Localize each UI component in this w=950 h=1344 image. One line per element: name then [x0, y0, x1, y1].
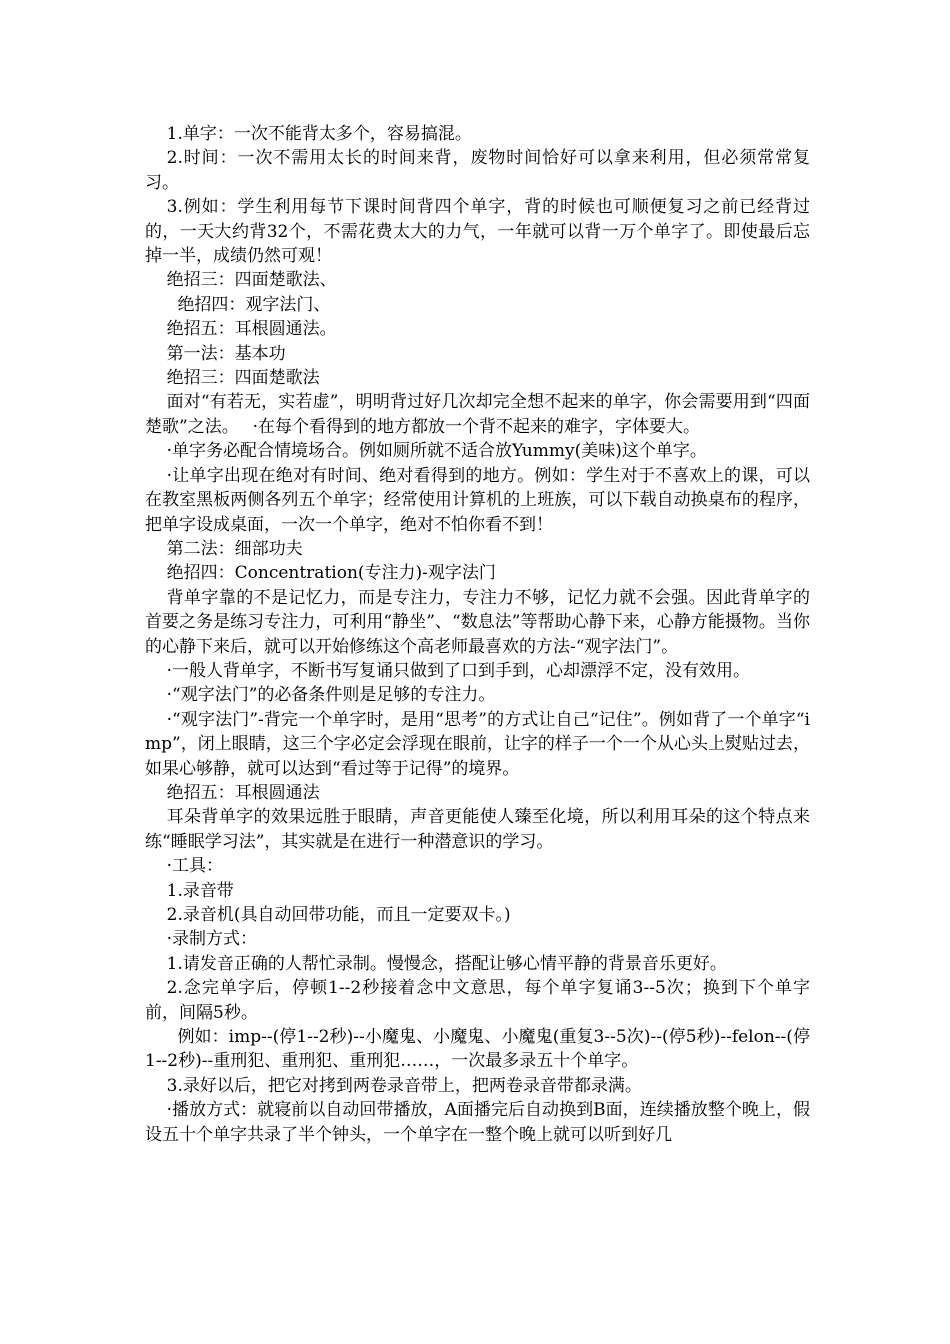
- paragraph: ·一般人背单字，不断书写复诵只做到了口到手到，心却漂浮不定，没有效用。: [166, 660, 751, 681]
- paragraph: 绝招三：四面楚歌法: [166, 368, 320, 389]
- paragraph: 1.单字：一次不能背太多个，容易搞混。: [166, 124, 472, 144]
- paragraph: 1.录音带: [166, 880, 234, 901]
- paragraph: 绝招四：Concentration(专注力)-观字法门: [166, 563, 496, 584]
- paragraph: 第二法：细部功夫: [166, 538, 303, 559]
- paragraph: 绝招三：四面楚歌法、: [166, 270, 337, 291]
- paragraph: 2.时间：一次不需用太长的时间来背，废物时间恰好可以拿来利用，但必须常常复习。: [145, 148, 810, 193]
- paragraph: 例如：imp--(停1--2秒)--小魔鬼、小魔鬼、小魔鬼(重复3--5次)--(停5秒)--felon--(停1--2秒)--重刑犯、重刑犯、重刑犯……，一次最多录五十个单字。: [145, 1027, 810, 1072]
- paragraph: 背单字靠的不是记忆力，而是专注力，专注力不够，记忆力就不会强。因此背单字的首要之务是练习专注力，可利用“静坐”、“数息法”等帮助心静下来，心静方能摄物。当你的心静下来后，就可以开始修练这个高老师最喜欢的方法-“观字法门”。: [145, 587, 810, 657]
- paragraph: ·录制方式：: [166, 929, 258, 950]
- document-body: [145, 122, 810, 1147]
- paragraph: 第一法：基本功: [166, 343, 286, 364]
- paragraph: ·“观字法门”-背完一个单字时，是用“思考”的方式让自己“记住”。例如背了一个单字“imp”，闭上眼睛，这三个字必定会浮现在眼前，让字的样子一个一个从心头上熨贴过去，如果心够静，就可以达到“看过等于记得”的境界。: [145, 709, 810, 779]
- paragraph: 绝招五：耳根圆通法。: [166, 319, 337, 340]
- paragraph: ·让单字出现在绝对有时间、绝对看得到的地方。例如：学生对于不喜欢上的课，可以在教室黑板两侧各列五个单字；经常使用计算机的上班族，可以下载自动换桌布的程序，把单字设成桌面，一次一个单字，绝对不怕你看不到！: [145, 465, 810, 535]
- paragraph: 1.请发音正确的人帮忙录制。慢慢念，搭配让够心情平静的背景音乐更好。: [166, 953, 727, 974]
- paragraph: ·工具：: [166, 856, 224, 877]
- paragraph: 3.例如：学生利用每节下课时间背四个单字，背的时候也可顺便复习之前已经背过的，一天大约背32个，不需花费太大的力气，一年就可以背一万个单字了。即使最后忘掉一半，成绩仍然可观！: [145, 197, 810, 267]
- paragraph: ·单字务必配合情境场合。例如厕所就不适合放Yummy(美味)这个单字。: [166, 441, 707, 462]
- paragraph: 2.录音机(具自动回带功能，而且一定要双卡。): [166, 905, 511, 925]
- paragraph: 2.念完单字后，停顿1--2秒接着念中文意思，每个单字复诵3--5次；换到下个单字前，间隔5秒。: [145, 978, 810, 1023]
- paragraph: 面对“有若无，实若虚”，明明背过好几次却完全想不起来的单字，你会需要用到“四面楚歌”之法。 ·在每个看得到的地方都放一个背不起来的难字，字体要大。: [145, 392, 810, 437]
- paragraph: ·“观字法门”的必备条件则是足够的专注力。: [166, 685, 496, 706]
- paragraph: 3.录好以后，把它对拷到两卷录音带上，把两卷录音带都录满。: [166, 1075, 642, 1096]
- paragraph: ·播放方式：就寝前以自动回带播放，A面播完后自动换到B面，连续播放整个晚上，假设五十个单字共录了半个钟头，一个单字在一整个晚上就可以听到好几: [145, 1100, 810, 1145]
- paragraph: 绝招五：耳根圆通法: [166, 782, 320, 803]
- paragraph: 耳朵背单字的效果远胜于眼睛，声音更能使人臻至化境，所以利用耳朵的这个特点来练“睡眠学习法”，其实就是在进行一种潜意识的学习。: [145, 807, 810, 852]
- paragraph: 绝招四：观字法门、: [177, 294, 331, 315]
